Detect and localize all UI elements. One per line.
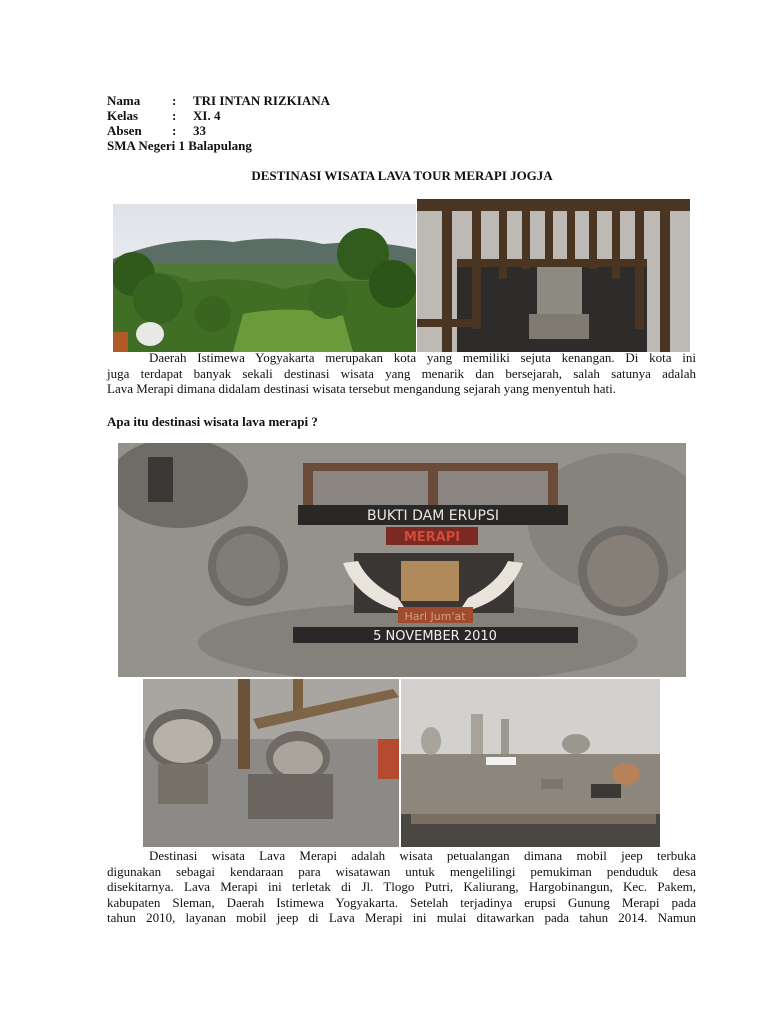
name-label: Nama: [107, 93, 141, 108]
description-line: Destinasi wisata Lava Merapi adalah wisata petualangan dimana mobil jeep terbuka: [149, 848, 696, 863]
intro-line: Lava Merapi dimana didalam destinasi wisata tersebut mengandung sejarah yang menyentuh hati.: [107, 381, 617, 396]
description-line: disekitarnya. Lava Merapi ini terletak di Jl. Tlogo Putri, Kaliurang, Hargobinangun, Kec. Pakem,: [107, 879, 696, 894]
eruption-sign-photo: [118, 443, 686, 677]
intro-line: Daerah Istimewa Yogyakarta merupakan kota yang memiliki sejuta kenangan. Di kota ini: [149, 350, 696, 365]
landscape-photo: [113, 204, 416, 352]
class-colon: :: [172, 108, 177, 123]
class-label: Kelas: [107, 108, 139, 123]
name-colon: :: [172, 93, 177, 108]
school-name: SMA Negeri 1 Balapulang: [107, 138, 252, 153]
intro-paragraph: [107, 350, 696, 397]
intro-line: juga terdapat banyak sekali destinasi wisata yang menarik dan bersejarah, salah satunya adalah: [107, 365, 696, 381]
sign-text-line1: BUKTI DAM ERUPSI: [367, 508, 499, 524]
coins-photo: [143, 679, 399, 847]
description-line: tahun 2010, layanan mobil jeep di Lava Merapi ini mulai ditawarkan pada tahun 2014. Namun: [107, 910, 696, 925]
absen-label: Absen: [107, 123, 142, 138]
artifacts-photo: [401, 679, 660, 847]
name-row: [107, 93, 407, 108]
class-value: XI. 4: [193, 108, 221, 123]
description-paragraph: [107, 848, 696, 926]
description-line: kabupaten Sleman, Daerah Istimewa Yogyakarta. Setelah terjadinya erupsi Gunung Merapi pada: [107, 894, 696, 910]
absen-value: 33: [193, 123, 206, 138]
section-heading: Apa itu destinasi wisata lava merapi ?: [107, 414, 318, 429]
class-row: [107, 108, 407, 123]
sign-text-line4: 5 NOVEMBER 2010: [373, 629, 497, 644]
sign-text-line3: Hari Jum'at: [404, 610, 466, 623]
name-value: TRI INTAN RIZKIANA: [193, 93, 331, 108]
description-line: digunakan sebagai kendaraan para wisatawan untuk mengelilingi pemukiman penduduk desa: [107, 863, 696, 879]
student-info: [107, 93, 407, 155]
stone-monument-photo: [417, 199, 690, 352]
absen-colon: :: [172, 123, 177, 138]
document-title: DESTINASI WISATA LAVA TOUR MERAPI JOGJA: [251, 168, 553, 183]
sign-text-line2: MERAPI: [403, 530, 461, 545]
absen-row: [107, 123, 407, 138]
